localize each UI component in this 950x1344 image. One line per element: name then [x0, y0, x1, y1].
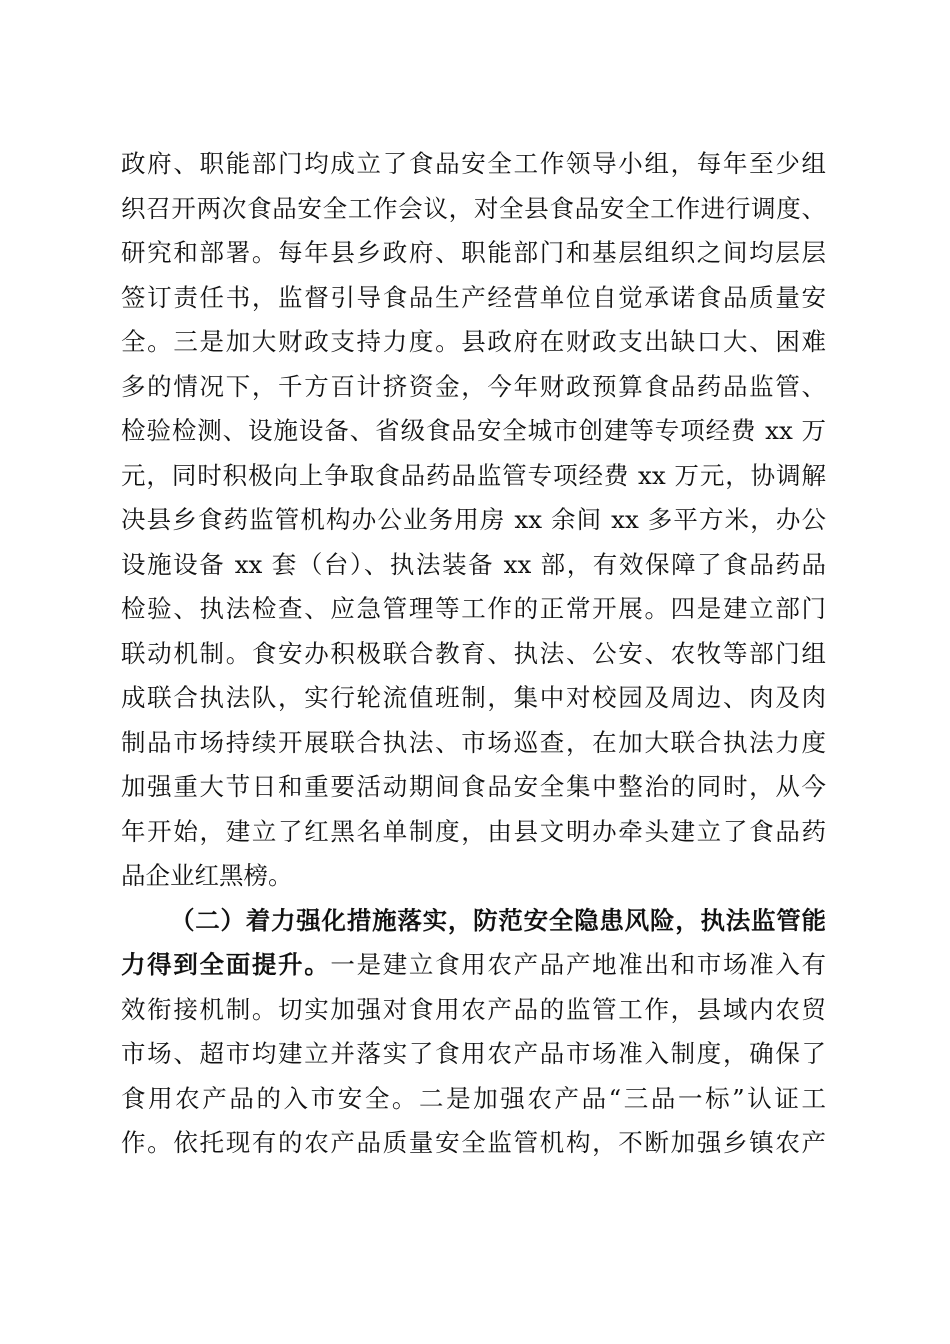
paragraph2-line-2-text: 一是建立食用农产品产地准出和市场准入有 [330, 950, 827, 979]
paragraph1-line-8: 元，同时积极向上争取食品药品监管专项经费 xx 万元，协调解 [121, 460, 826, 490]
paragraph2-heading-line-1: （二）着力强化措施落实，防范安全隐患风险，执法监管能 [170, 905, 826, 935]
paragraph1-line-1: 政府、职能部门均成立了食品安全工作领导小组，每年至少组 [121, 149, 826, 178]
paragraph1-line-2: 织召开两次食品安全工作会议，对全县食品安全工作进行调度、 [121, 193, 826, 223]
paragraph1-line-7: 检验检测、设施设备、省级食品安全城市创建等专项经费 xx 万 [121, 416, 826, 445]
paragraph2-line-2 [121, 943, 826, 988]
paragraph1-line-16: 年开始，建立了红黑名单制度，由县文明办牵头建立了食品药 [121, 816, 826, 846]
paragraph1-line-11: 检验、执法检查、应急管理等工作的正常开展。四是建立部门 [121, 594, 826, 623]
paragraph2-line-4: 市场、超市均建立并落实了食用农产品市场准入制度，确保了 [121, 1039, 826, 1068]
paragraph2-line-5: 食用农产品的入市安全。二是加强农产品“三品一标”认证工 [121, 1083, 826, 1113]
paragraph1-line-13: 成联合执法队，实行轮流值班制，集中对校园及周边、肉及肉 [121, 683, 826, 712]
paragraph2-line-6: 作。依托现有的农产品质量安全监管机构，不断加强乡镇农产 [121, 1128, 826, 1157]
paragraph1-line-4: 签订责任书，监督引导食品生产经营单位自觉承诺食品质量安 [121, 282, 826, 312]
paragraph1-line-12: 联动机制。食安办积极联合教育、执法、公安、农牧等部门组 [121, 638, 826, 668]
paragraph2-line-3: 效衔接机制。切实加强对食用农产品的监管工作，县域内农贸 [121, 994, 826, 1024]
paragraph1-line-14: 制品市场持续开展联合执法、市场巡查，在加大联合执法力度 [121, 727, 826, 757]
paragraph1-line-17: 品企业红黑榜。 [121, 861, 293, 890]
paragraph1-line-10: 设施设备 xx 套（台）、执法装备 xx 部，有效保障了食品药品 [121, 549, 826, 579]
paragraph1-line-15: 加强重大节日和重要活动期间食品安全集中整治的同时，从今 [121, 772, 826, 801]
paragraph1-line-9: 决县乡食药监管机构办公业务用房 xx 余间 xx 多平方米，办公 [121, 505, 826, 534]
paragraph2-heading-line-2: 力得到全面提升。 [121, 950, 331, 979]
paragraph1-line-3: 研究和部署。每年县乡政府、职能部门和基层组织之间均层层 [121, 238, 826, 267]
paragraph1-line-6: 多的情况下，千方百计挤资金，今年财政预算食品药品监管、 [121, 371, 826, 401]
paragraph1-line-5: 全。三是加大财政支持力度。县政府在财政支出缺口大、困难 [121, 327, 826, 356]
document-body [121, 142, 826, 1166]
